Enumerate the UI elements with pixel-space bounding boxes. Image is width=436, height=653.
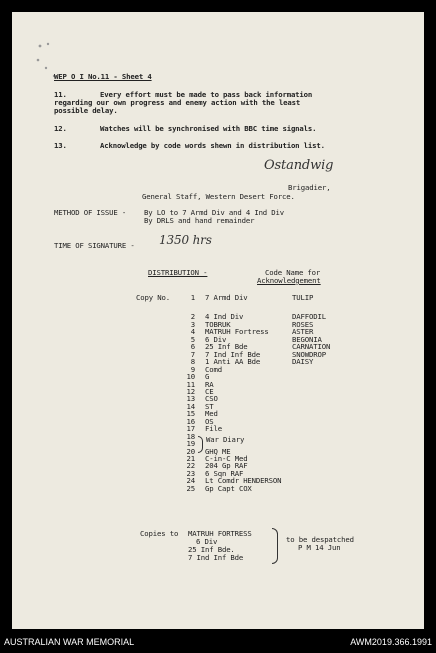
recipient-name: MATRUH Fortress [205, 327, 269, 337]
copy-number: 14 [186, 401, 195, 411]
copy-number: 3 [190, 319, 195, 329]
recipient-name: CSO [205, 394, 218, 404]
recipient-name: Comd [205, 364, 222, 374]
recipient-name: Gp Capt COX [205, 483, 252, 493]
para-line: Every effort must be made to pass back information [100, 90, 313, 99]
recipient-name: CE [205, 386, 214, 396]
code-header: Acknowledgement [257, 276, 321, 285]
copy-number: 9 [190, 364, 195, 374]
code-name: DAISY [292, 357, 314, 367]
para-line: possible delay. [54, 106, 118, 115]
copy-number: 5 [190, 334, 195, 344]
copy-number: 16 [186, 416, 195, 426]
recipient-name: 7 Armd Div [205, 293, 248, 302]
copy-number: 21 [186, 454, 195, 463]
brace [198, 436, 203, 453]
recipient-name: 4 Ind Div [205, 312, 244, 322]
recipient-name: 25 Inf Bde [205, 342, 248, 352]
recipient-name: G [205, 372, 210, 382]
code-name: ASTER [292, 327, 314, 337]
recipient-name: OS [205, 416, 214, 426]
handwritten-signature: Ostandwig [264, 158, 334, 173]
copy-number: 19 [186, 439, 195, 449]
copy-number: 10 [186, 372, 195, 382]
issue-line: By DRLS and hand remainder [144, 216, 255, 225]
copy-number: 4 [190, 327, 195, 337]
code-name: DAFFODIL [292, 312, 326, 322]
para-number: 13. [54, 141, 67, 150]
para-line: regarding our own progress and enemy action with the least [54, 98, 301, 107]
recipient-name: ST [205, 401, 214, 411]
recipient-name: C-in-C Med [205, 454, 248, 463]
copy-number: 2 [190, 312, 195, 322]
code-name: TULIP [292, 293, 314, 302]
footer-institution: AUSTRALIAN WAR MEMORIAL [4, 637, 135, 647]
recipient-name: 7 Ind Inf Bde [205, 349, 261, 359]
recipient-name: File [205, 424, 222, 434]
recipient-name: 6 Div [205, 334, 227, 344]
code-name: ROSES [292, 319, 314, 329]
para-line: Watches will be synchronised with BBC time signals. [100, 124, 317, 133]
copy-number: 11 [186, 379, 195, 389]
code-name: BEGONIA [292, 334, 322, 344]
copy-number: 7 [190, 349, 195, 359]
copy-number: 25 [186, 483, 195, 493]
time-signature-label: TIME OF SIGNATURE - [54, 241, 135, 250]
copy-number: 12 [186, 386, 195, 396]
issue-line: By LO to 7 Armd Div and 4 Ind Div [144, 208, 285, 217]
copy-number: 18 [186, 431, 195, 441]
recipient-name: TOBRUK [205, 319, 231, 329]
distribution-title: DISTRIBUTION - [148, 268, 208, 277]
copies-item: 6 Div [196, 537, 218, 546]
recipient-name: RA [205, 379, 214, 389]
footer-accession: AWM2019.366.1991 [350, 637, 432, 647]
copies-note: to be despatched [286, 535, 354, 544]
copy-number: 8 [190, 357, 195, 367]
copies-note: P M 14 Jun [298, 543, 341, 552]
recipient-name: War Diary [206, 435, 245, 445]
document-page [12, 12, 424, 629]
copy-label: Copy No. [136, 293, 170, 302]
para-line: Acknowledge by code words shewn in distribution list. [100, 141, 325, 150]
recipient-name: GHQ ME [205, 446, 231, 456]
recipient-name: 6 Sqn RAF [205, 468, 244, 478]
copy-number: 1 [190, 293, 195, 302]
copy-number: 24 [186, 476, 195, 486]
copy-number: 22 [186, 461, 195, 471]
copy-number: 23 [186, 468, 195, 478]
copies-label: Copies to [140, 529, 179, 538]
copy-number: 13 [186, 394, 195, 404]
recipient-name: 204 Gp RAF [205, 461, 248, 471]
recipient-name: 1 Anti AA Bde [205, 357, 261, 367]
document-reference: WEP O I No.11 - Sheet 4 [54, 72, 152, 81]
recipient-name: Lt Comdr HENDERSON [205, 476, 282, 486]
copies-item: 25 Inf Bde. [188, 545, 235, 554]
time-signature-value: 1350 hrs [159, 233, 212, 247]
brace [272, 528, 278, 564]
copy-number: 6 [190, 342, 195, 352]
copy-number: 15 [186, 409, 195, 419]
para-number: 12. [54, 124, 67, 133]
para-number: 11. [54, 90, 67, 99]
code-header: Code Name for [265, 268, 321, 277]
signatory-unit: General Staff, Western Desert Force. [142, 192, 295, 201]
code-name: SNOWDROP [292, 349, 326, 359]
copy-number: 17 [186, 424, 195, 434]
issue-label: METHOD OF ISSUE - [54, 208, 127, 217]
copy-number: 20 [186, 446, 195, 456]
recipient-name: Med [205, 409, 218, 419]
copies-item: MATRUH FORTRESS [188, 529, 252, 538]
copies-item: 7 Ind Inf Bde [188, 553, 244, 562]
signatory-rank: Brigadier, [288, 183, 331, 192]
code-name: CARNATION [292, 342, 331, 352]
